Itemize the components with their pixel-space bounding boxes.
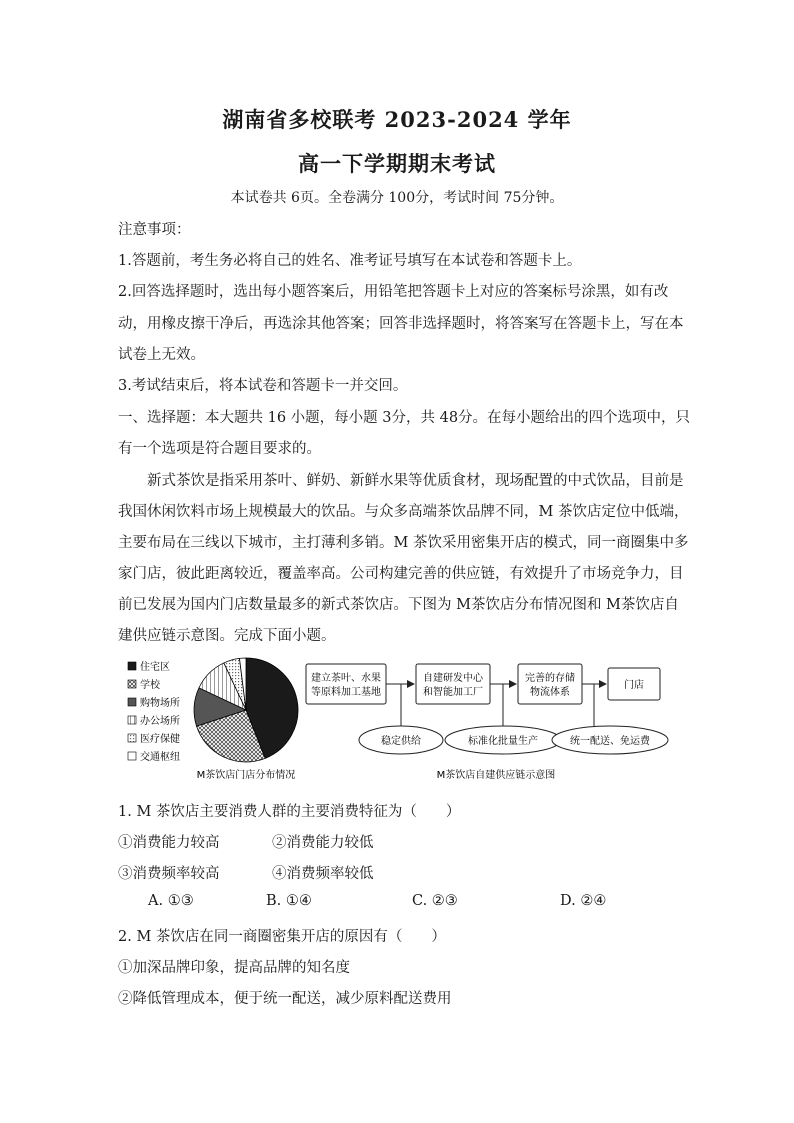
figure-area: [118, 654, 678, 786]
legend-swatch-transport: [128, 752, 136, 760]
legend-label-transport: 交通枢纽: [140, 752, 180, 763]
note-2-line2: 动，用橡皮擦干净后，再选涂其他答案；回答非选择题时，将答案写在答题卡上，写在本: [118, 316, 684, 332]
q1-option-d[interactable]: D. ②④: [560, 893, 607, 909]
figure-svg: [118, 654, 678, 786]
legend-swatch-school: [128, 680, 136, 688]
note-3: 3.考试结束后，将本试卷和答题卡一并交回。: [118, 378, 408, 394]
legend-swatch-shopping: [128, 698, 136, 706]
pie-chart: [194, 658, 298, 762]
flow-caption: M茶饮店自建供应链示意图: [436, 770, 556, 781]
flow-box-logistics: [518, 664, 582, 704]
flow-oval-production-label: 标准化批量生产: [468, 736, 538, 747]
legend-label-residential: 住宅区: [140, 662, 170, 673]
q1-option-c[interactable]: C. ②③: [412, 893, 458, 909]
q1-option-b[interactable]: B. ①④: [266, 893, 312, 909]
flow-box-rd: [416, 664, 490, 704]
q2-statement-1: ①加深品牌印象，提高品牌的知名度: [118, 960, 350, 976]
q2-stem: 2. M 茶饮店在同一商圈密集开店的原因有（ ）: [118, 929, 446, 945]
flow-box-base-line1: 建立茶叶、水果: [311, 673, 381, 684]
q1-statement-4: ④消费频率较低: [272, 866, 374, 882]
flow-box-base-line2: 等原料加工基地: [311, 687, 381, 698]
passage-line5: 前已发展为国内门店数量最多的新式茶饮店。下图为 M茶饮店分布情况图和 M茶饮店自: [118, 597, 679, 613]
q1-stem: 1. M 茶饮店主要消费人群的主要消费特征为（ ）: [118, 804, 461, 820]
section1-intro-line2: 有一个选项是符合题目要求的。: [118, 441, 321, 457]
note-2-line1: 2.回答选择题时，选出每小题答案后，用铅笔把答题卡上对应的答案标号涂黑，如有改: [118, 284, 669, 300]
passage-line2: 我国休闲饮料市场上规模最大的饮品。与众多高端茶饮品牌不同，M 茶饮店定位中低端，: [118, 504, 689, 520]
passage-line6: 建供应链示意图。完成下面小题。: [118, 628, 336, 644]
exam-info: 本试卷共 6页。全卷满分 100分，考试时间 75分钟。: [230, 190, 564, 206]
note-1: 1.答题前，考生务必将自己的姓名、准考证号填写在本试卷和答题卡上。: [118, 253, 582, 269]
flow-box-rd-line1: 自建研发中心: [423, 673, 483, 684]
paper-title-line2: 高一下学期期末考试: [298, 151, 496, 176]
q2-statement-2: ②降低管理成本，便于统一配送，减少原料配送费用: [118, 991, 452, 1007]
flow-oval-delivery-label: 统一配送、免运费: [570, 736, 650, 747]
q1-statement-1: ①消费能力较高: [118, 835, 220, 851]
flow-box-rd-line2: 和智能加工厂: [423, 687, 483, 698]
note-2-line3: 试卷上无效。: [118, 347, 205, 363]
legend-label-medical: 医疗保健: [140, 734, 180, 745]
flow-oval-supply-label: 稳定供给: [381, 736, 421, 747]
pie-caption: M茶饮店门店分布情况: [196, 770, 296, 781]
flow-box-logistics-line2: 物流体系: [530, 687, 570, 698]
passage-line3: 主要布局在三线以下城市，主打薄利多销。M 茶饮采用密集开店的模式，同一商圈集中多: [118, 535, 689, 551]
legend-label-school: 学校: [140, 680, 160, 691]
passage-line4: 家门店，彼此距离较近，覆盖率高。公司构建完善的供应链，有效提升了市场竞争力，目: [118, 566, 684, 582]
section1-intro-line1: 一、选择题：本大题共 16 小题，每小题 3分，共 48分。在每小题给出的四个选项中，只: [118, 410, 691, 426]
q1-statement-2: ②消费能力较低: [272, 835, 374, 851]
paper-title-line1: 湖南省多校联考 2023-2024 学年: [222, 107, 572, 132]
legend-label-shopping: 购物场所: [140, 698, 180, 709]
legend-swatch-office: [128, 716, 136, 724]
legend-swatch-residential: [128, 662, 136, 670]
q1-statement-3: ③消费频率较高: [118, 866, 220, 882]
flow-box-store-label: 门店: [624, 680, 644, 691]
q1-option-a[interactable]: A. ①③: [148, 893, 194, 909]
flow-box-base: [306, 664, 386, 704]
flow-box-logistics-line1: 完善的存储: [525, 673, 575, 684]
legend-swatch-medical: [128, 734, 136, 742]
legend-label-office: 办公场所: [140, 716, 180, 727]
notes-heading: 注意事项：: [118, 222, 191, 238]
passage-line1: 新式茶饮是指采用茶叶、鲜奶、新鲜水果等优质食材，现场配置的中式饮品，目前是: [147, 473, 684, 489]
